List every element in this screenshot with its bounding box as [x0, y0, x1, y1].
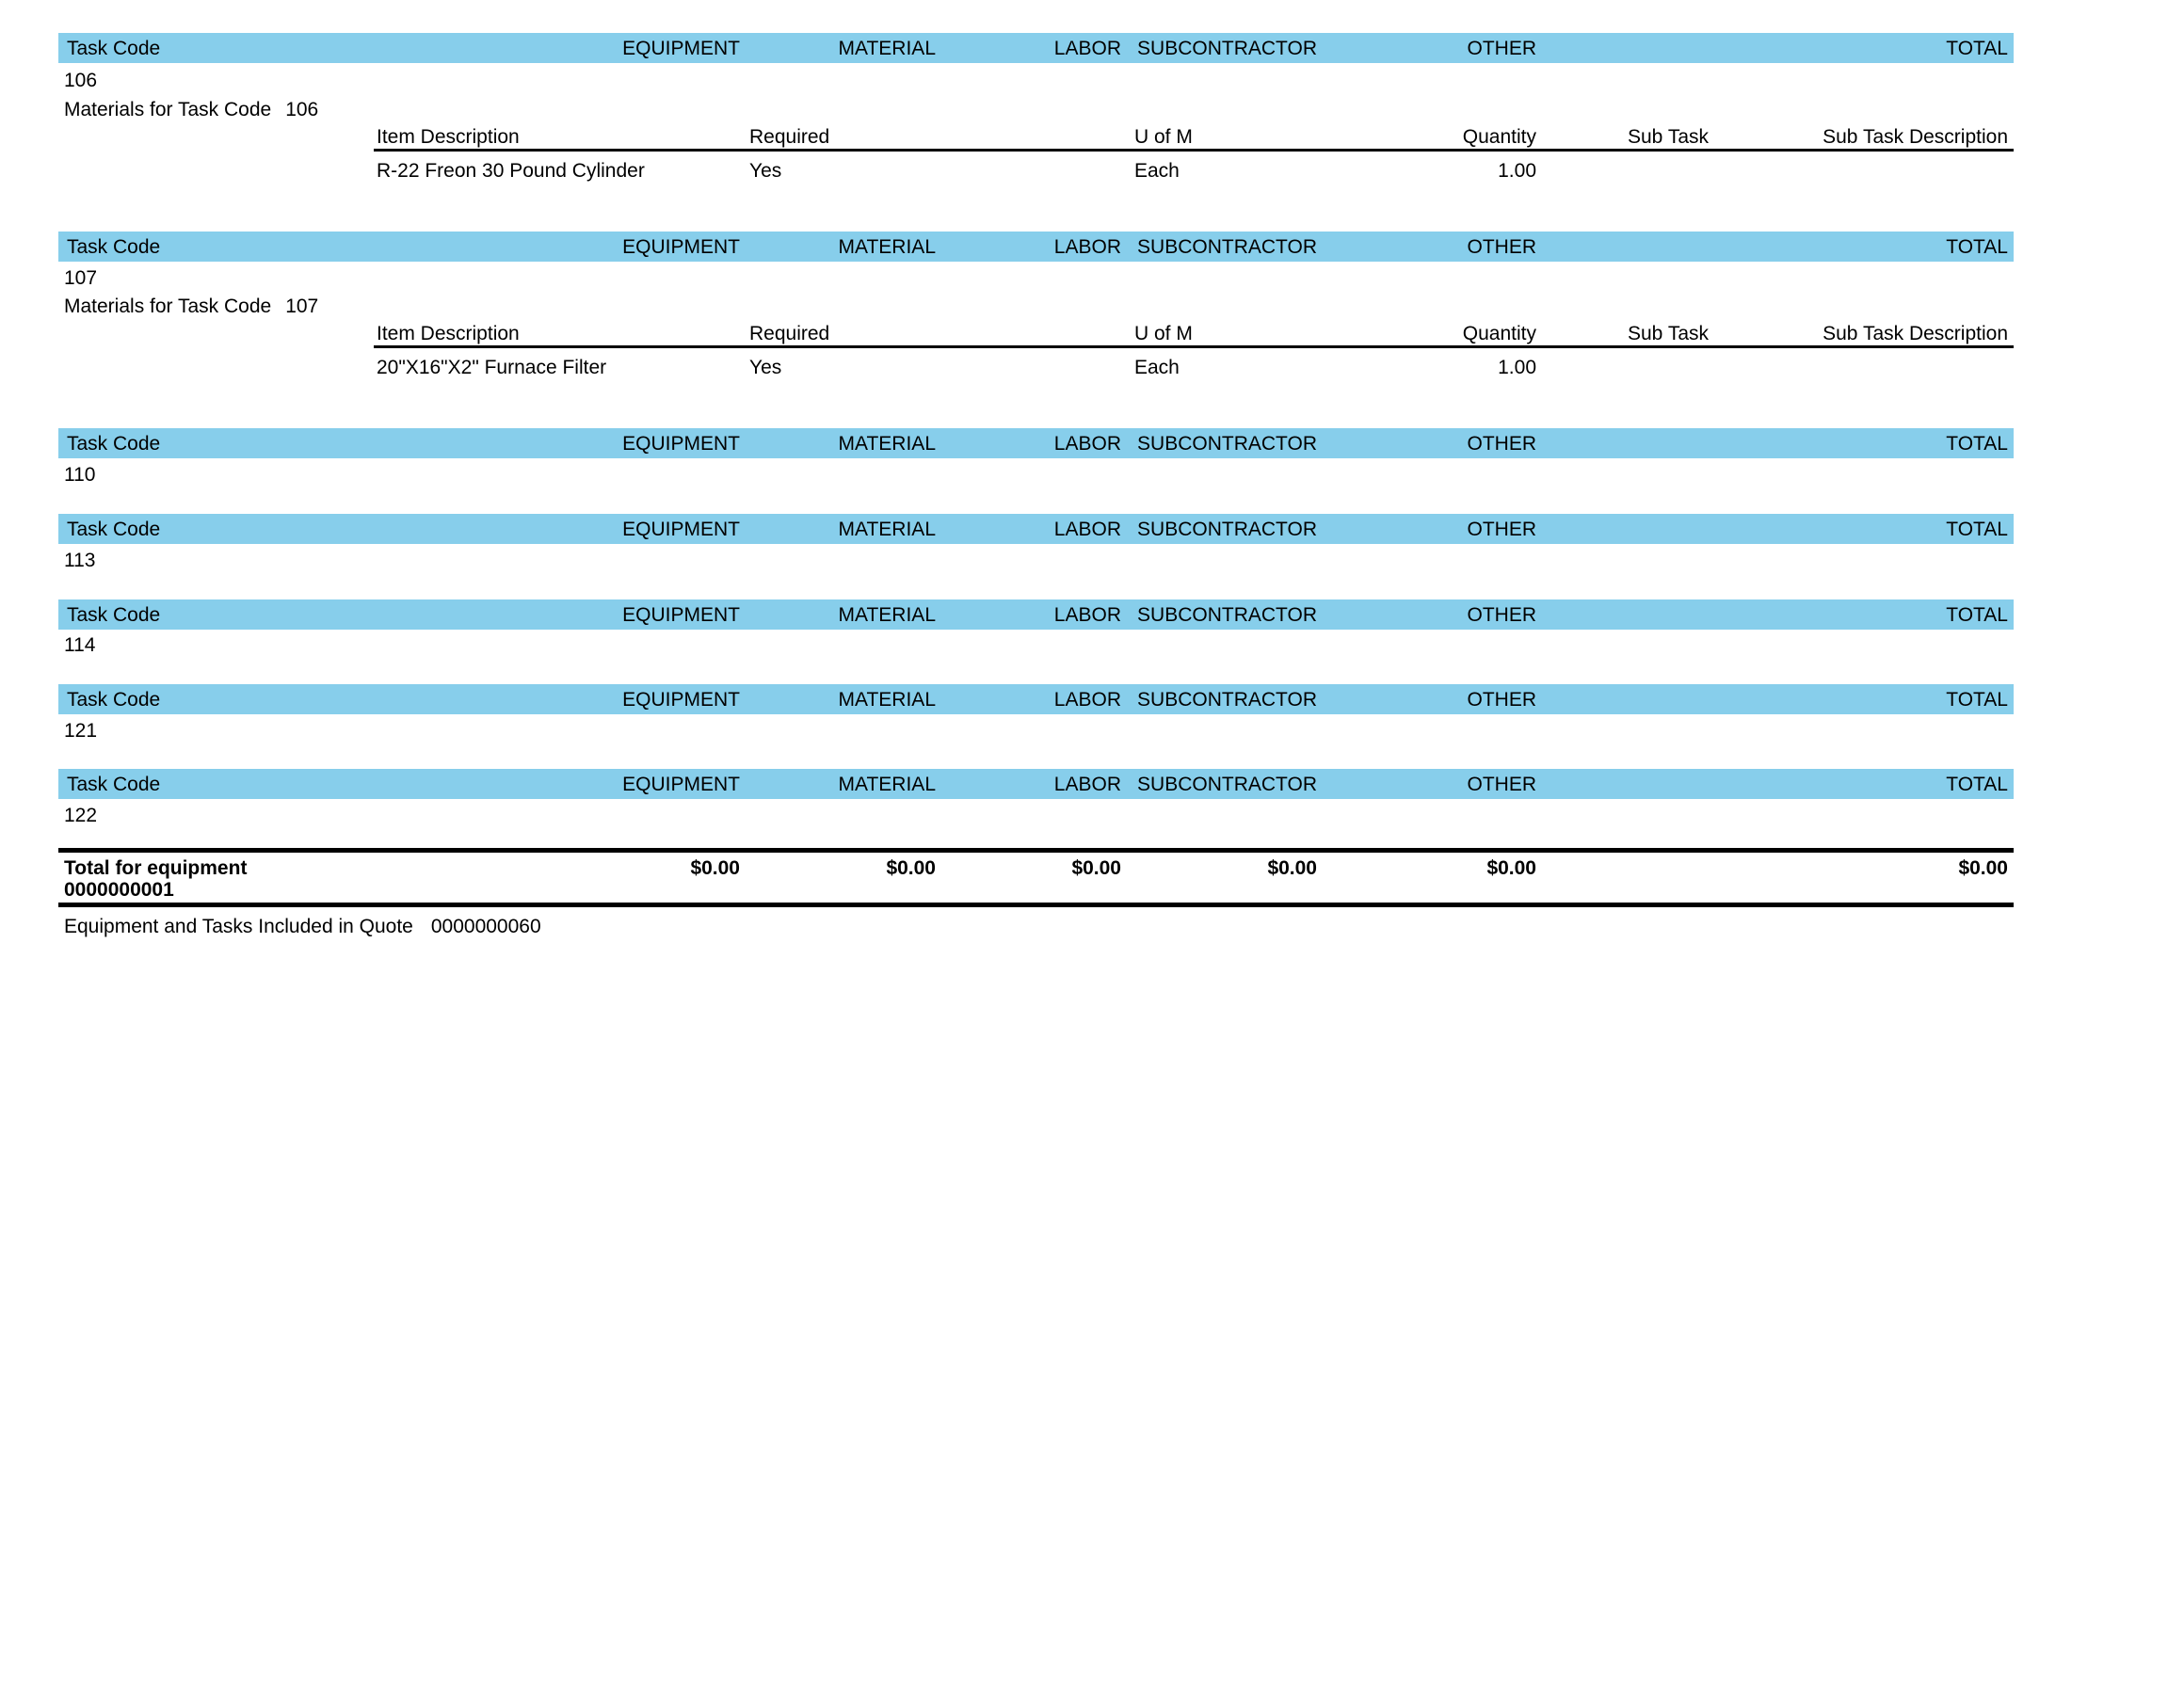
materials-label: Materials for Task Code [64, 296, 272, 317]
task-code-value: 113 [64, 550, 96, 571]
task-code-column-label: Task Code [67, 774, 161, 795]
subcontractor-column-label: SUBCONTRACTOR [1137, 433, 1317, 455]
total-label: Total for equipment [64, 857, 248, 879]
task-code-column-label: Task Code [67, 38, 161, 59]
materials-task-code-value: 106 [285, 99, 319, 120]
subcontractor-column-label: SUBCONTRACTOR [1137, 519, 1317, 540]
equipment-column-label: EQUIPMENT [622, 689, 740, 711]
material-column-label: MATERIAL [838, 433, 936, 455]
total-other-amount: $0.00 [1486, 857, 1536, 879]
subcontractor-column-label: SUBCONTRACTOR [1137, 604, 1317, 626]
subcontractor-column-label: SUBCONTRACTOR [1137, 38, 1317, 59]
subcontractor-column-label: SUBCONTRACTOR [1137, 689, 1317, 711]
material-item-row [58, 357, 2014, 381]
task-code-column-label: Task Code [67, 519, 161, 540]
other-column-label: OTHER [1467, 433, 1536, 455]
material-column-label: MATERIAL [838, 236, 936, 258]
sub-task-column-label: Sub Task [1628, 323, 1709, 344]
labor-column-label: LABOR [1053, 519, 1121, 540]
materials-header-divider [374, 345, 2014, 348]
material-column-label: MATERIAL [838, 38, 936, 59]
task-code-column-label: Task Code [67, 433, 161, 455]
task-code-value: 122 [64, 805, 98, 826]
equipment-id-value: 0000000001 [64, 879, 174, 901]
item-description-column-label: Item Description [377, 126, 520, 148]
required-value: Yes [749, 160, 782, 182]
total-column-label: TOTAL [1946, 689, 2008, 711]
total-column-label: TOTAL [1946, 433, 2008, 455]
total-total-amount: $0.00 [1958, 857, 2008, 879]
total-column-label: TOTAL [1946, 38, 2008, 59]
footer-row [64, 916, 541, 938]
material-item-row [58, 160, 2014, 184]
task-code-value: 107 [64, 267, 98, 289]
task-code-header-bar [58, 769, 2014, 799]
other-column-label: OTHER [1467, 236, 1536, 258]
total-column-label: TOTAL [1946, 236, 2008, 258]
task-code-header-bar [58, 599, 2014, 630]
materials-for-task-code-row [64, 99, 318, 121]
required-column-label: Required [749, 323, 830, 344]
total-column-label: TOTAL [1946, 519, 2008, 540]
other-column-label: OTHER [1467, 38, 1536, 59]
quantity-column-label: Quantity [1462, 126, 1536, 148]
quantity-value: 1.00 [1498, 160, 1536, 182]
quantity-column-label: Quantity [1462, 323, 1536, 344]
labor-column-label: LABOR [1053, 689, 1121, 711]
task-code-column-label: Task Code [67, 689, 161, 711]
task-code-value: 121 [64, 720, 98, 742]
footer-label: Equipment and Tasks Included in Quote [64, 916, 413, 937]
labor-column-label: LABOR [1053, 38, 1121, 59]
item-description-column-label: Item Description [377, 323, 520, 344]
sub-task-description-column-label: Sub Task Description [1823, 323, 2008, 344]
materials-label: Materials for Task Code [64, 99, 272, 120]
materials-task-code-value: 107 [285, 296, 319, 317]
total-row [58, 853, 2014, 879]
labor-column-label: LABOR [1053, 604, 1121, 626]
materials-header-divider [374, 149, 2014, 152]
task-code-value: 110 [64, 464, 96, 486]
total-column-label: TOTAL [1946, 604, 2008, 626]
equipment-column-label: EQUIPMENT [622, 38, 740, 59]
total-column-label: TOTAL [1946, 774, 2008, 795]
material-column-label: MATERIAL [838, 689, 936, 711]
task-code-header-bar [58, 33, 2014, 63]
total-labor-amount: $0.00 [1071, 857, 1121, 879]
equipment-column-label: EQUIPMENT [622, 774, 740, 795]
equipment-column-label: EQUIPMENT [622, 433, 740, 455]
uom-column-label: U of M [1134, 323, 1193, 344]
equipment-column-label: EQUIPMENT [622, 236, 740, 258]
labor-column-label: LABOR [1053, 433, 1121, 455]
task-code-value: 114 [64, 634, 96, 656]
quantity-value: 1.00 [1498, 357, 1536, 378]
required-column-label: Required [749, 126, 830, 148]
material-column-label: MATERIAL [838, 604, 936, 626]
task-code-column-label: Task Code [67, 604, 161, 626]
material-column-label: MATERIAL [838, 519, 936, 540]
task-code-header-bar [58, 514, 2014, 544]
materials-for-task-code-row [64, 296, 318, 318]
total-equipment-amount: $0.00 [690, 857, 740, 879]
other-column-label: OTHER [1467, 774, 1536, 795]
equipment-column-label: EQUIPMENT [622, 519, 740, 540]
equipment-column-label: EQUIPMENT [622, 604, 740, 626]
task-code-header-bar [58, 232, 2014, 262]
task-code-column-label: Task Code [67, 236, 161, 258]
total-divider-bottom [58, 903, 2014, 907]
total-subcontractor-amount: $0.00 [1267, 857, 1317, 879]
labor-column-label: LABOR [1053, 236, 1121, 258]
task-code-value: 106 [64, 70, 98, 91]
task-code-header-bar [58, 428, 2014, 458]
sub-task-column-label: Sub Task [1628, 126, 1709, 148]
task-code-header-bar [58, 684, 2014, 714]
other-column-label: OTHER [1467, 689, 1536, 711]
uom-value: Each [1134, 160, 1180, 182]
quote-number-value: 0000000060 [430, 916, 541, 937]
materials-header-row [58, 323, 2014, 347]
other-column-label: OTHER [1467, 519, 1536, 540]
item-description: R-22 Freon 30 Pound Cylinder [377, 160, 645, 182]
materials-header-row [58, 126, 2014, 151]
uom-value: Each [1134, 357, 1180, 378]
labor-column-label: LABOR [1053, 774, 1121, 795]
uom-column-label: U of M [1134, 126, 1193, 148]
item-description: 20"X16"X2" Furnace Filter [377, 357, 607, 378]
subcontractor-column-label: SUBCONTRACTOR [1137, 774, 1317, 795]
other-column-label: OTHER [1467, 604, 1536, 626]
required-value: Yes [749, 357, 782, 378]
subcontractor-column-label: SUBCONTRACTOR [1137, 236, 1317, 258]
total-material-amount: $0.00 [886, 857, 936, 879]
material-column-label: MATERIAL [838, 774, 936, 795]
sub-task-description-column-label: Sub Task Description [1823, 126, 2008, 148]
